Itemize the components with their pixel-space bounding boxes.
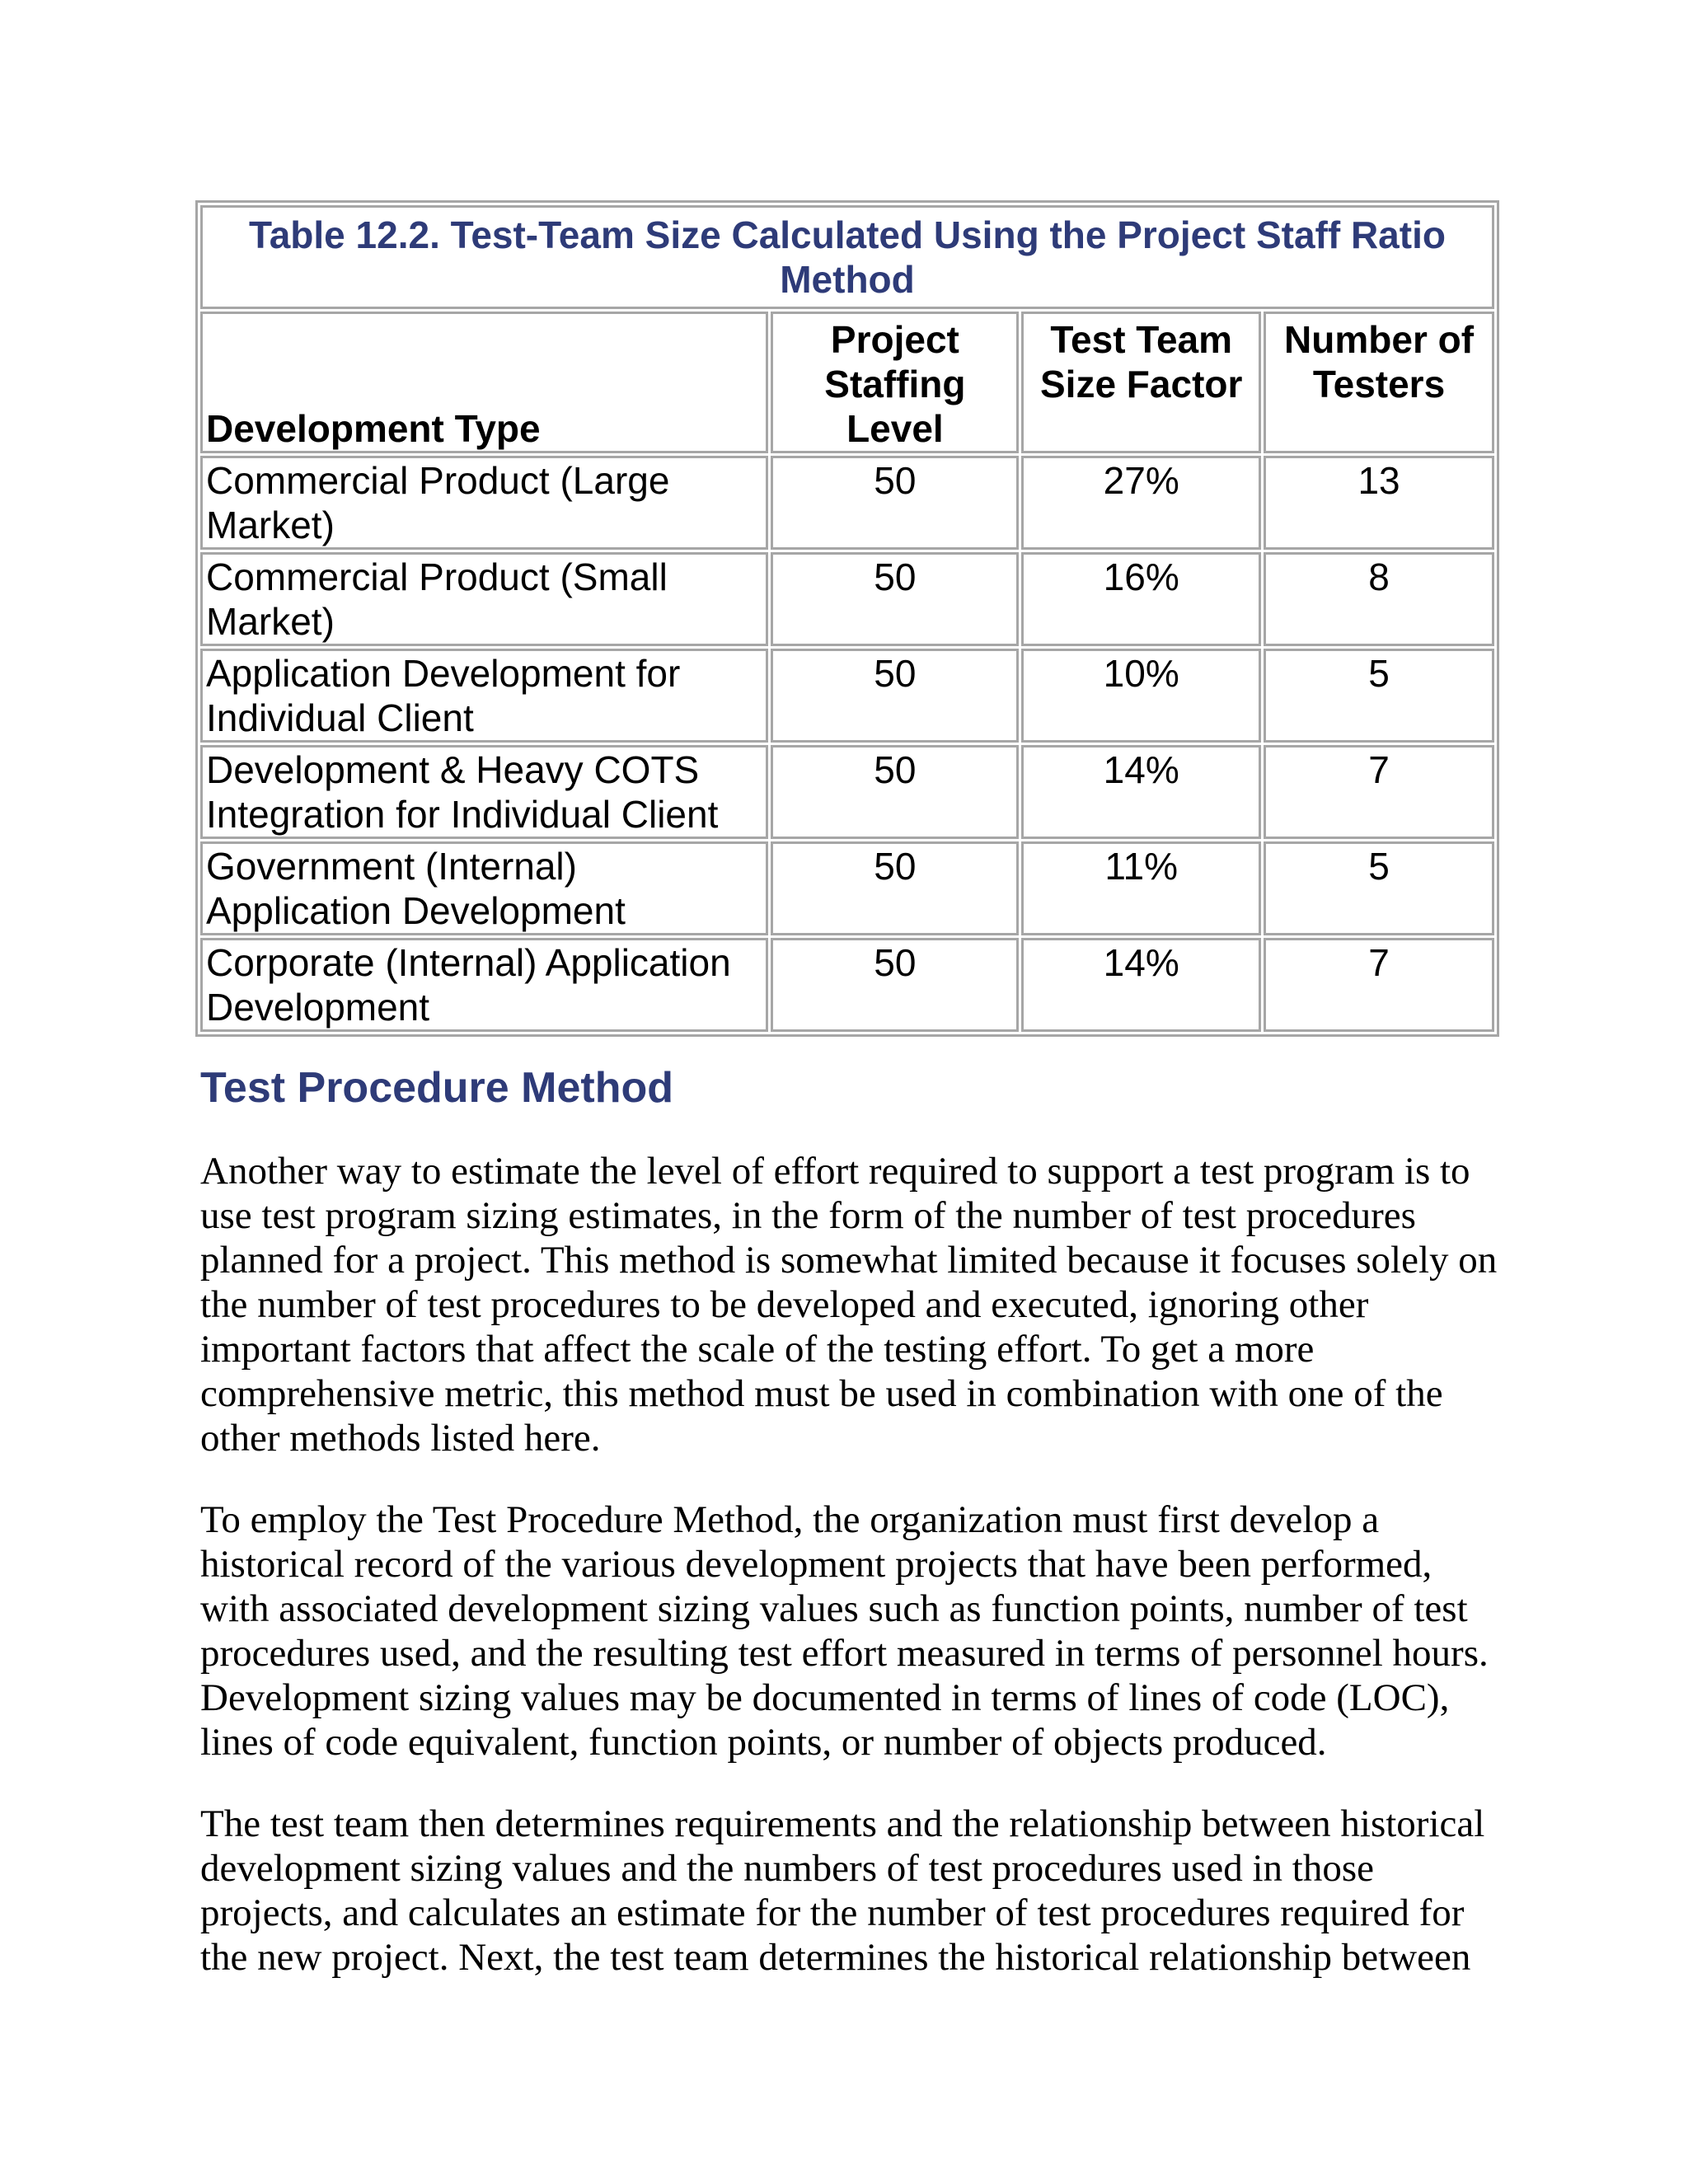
cell-number-of-testers: 5	[1264, 649, 1494, 743]
cell-size-factor: 10%	[1021, 649, 1261, 743]
table-row	[200, 745, 1494, 839]
body-paragraph: To employ the Test Procedure Method, the organization must first develop a historical record of the various development projects that have been performed, with associated development sizing values such as function points, number of test procedures used, and the resulting test effort measured in terms of personnel hours. Development sizing values may be documented in terms of lines of code (LOC), lines of code equivalent, function points, or number of objects produced.	[200, 1498, 1489, 1764]
table-caption-row	[200, 205, 1494, 309]
cell-size-factor: 27%	[1021, 456, 1261, 550]
cell-size-factor: 14%	[1021, 938, 1261, 1032]
table-row	[200, 552, 1494, 646]
table-row	[200, 456, 1494, 550]
cell-number-of-testers: 7	[1264, 938, 1494, 1032]
header-test-team-size-factor: Test Team Size Factor	[1021, 312, 1261, 453]
table-row	[200, 649, 1494, 743]
table-caption: Table 12.2. Test-Team Size Calculated Using the Project Staff Ratio Method	[200, 205, 1494, 309]
cell-development-type: Application Development for Individual Client	[200, 649, 768, 743]
cell-staffing-level: 50	[771, 938, 1019, 1032]
cell-staffing-level: 50	[771, 745, 1019, 839]
section-heading: Test Procedure Method	[200, 1064, 674, 1112]
cell-staffing-level: 50	[771, 552, 1019, 646]
cell-size-factor: 11%	[1021, 841, 1261, 935]
cell-number-of-testers: 8	[1264, 552, 1494, 646]
cell-size-factor: 14%	[1021, 745, 1261, 839]
cell-development-type: Commercial Product (Small Market)	[200, 552, 768, 646]
cell-development-type: Development & Heavy COTS Integration for Individual Client	[200, 745, 768, 839]
header-project-staffing-level: Project Staffing Level	[771, 312, 1019, 453]
table-header-row	[200, 312, 1494, 453]
cell-staffing-level: 50	[771, 456, 1019, 550]
table-row	[200, 938, 1494, 1032]
table-row	[200, 841, 1494, 935]
body-paragraph: Another way to estimate the level of effort required to support a test program is to use test program sizing estimates, in the form of the number of test procedures planned for a project. This method is somewhat limited because it focuses solely on the number of test procedures to be developed and executed, ignoring other important factors that affect the scale of the testing effort. To get a more comprehensive metric, this method must be used in combination with one of the other methods listed here.	[200, 1150, 1498, 1460]
body-paragraph: The test team then determines requirements and the relationship between historical development sizing values and the numbers of test procedures used in those projects, and calculates an estimate for the number of test procedures required for the new project. Next, the test team determines the historical relationship between	[200, 1802, 1485, 1979]
cell-staffing-level: 50	[771, 649, 1019, 743]
cell-number-of-testers: 5	[1264, 841, 1494, 935]
cell-development-type: Corporate (Internal) Application Development	[200, 938, 768, 1032]
cell-development-type: Government (Internal) Application Development	[200, 841, 768, 935]
header-number-of-testers: Number of Testers	[1264, 312, 1494, 453]
staff-ratio-table	[195, 200, 1499, 1037]
cell-development-type: Commercial Product (Large Market)	[200, 456, 768, 550]
header-development-type: Development Type	[200, 312, 768, 453]
cell-number-of-testers: 7	[1264, 745, 1494, 839]
cell-staffing-level: 50	[771, 841, 1019, 935]
cell-size-factor: 16%	[1021, 552, 1261, 646]
cell-number-of-testers: 13	[1264, 456, 1494, 550]
